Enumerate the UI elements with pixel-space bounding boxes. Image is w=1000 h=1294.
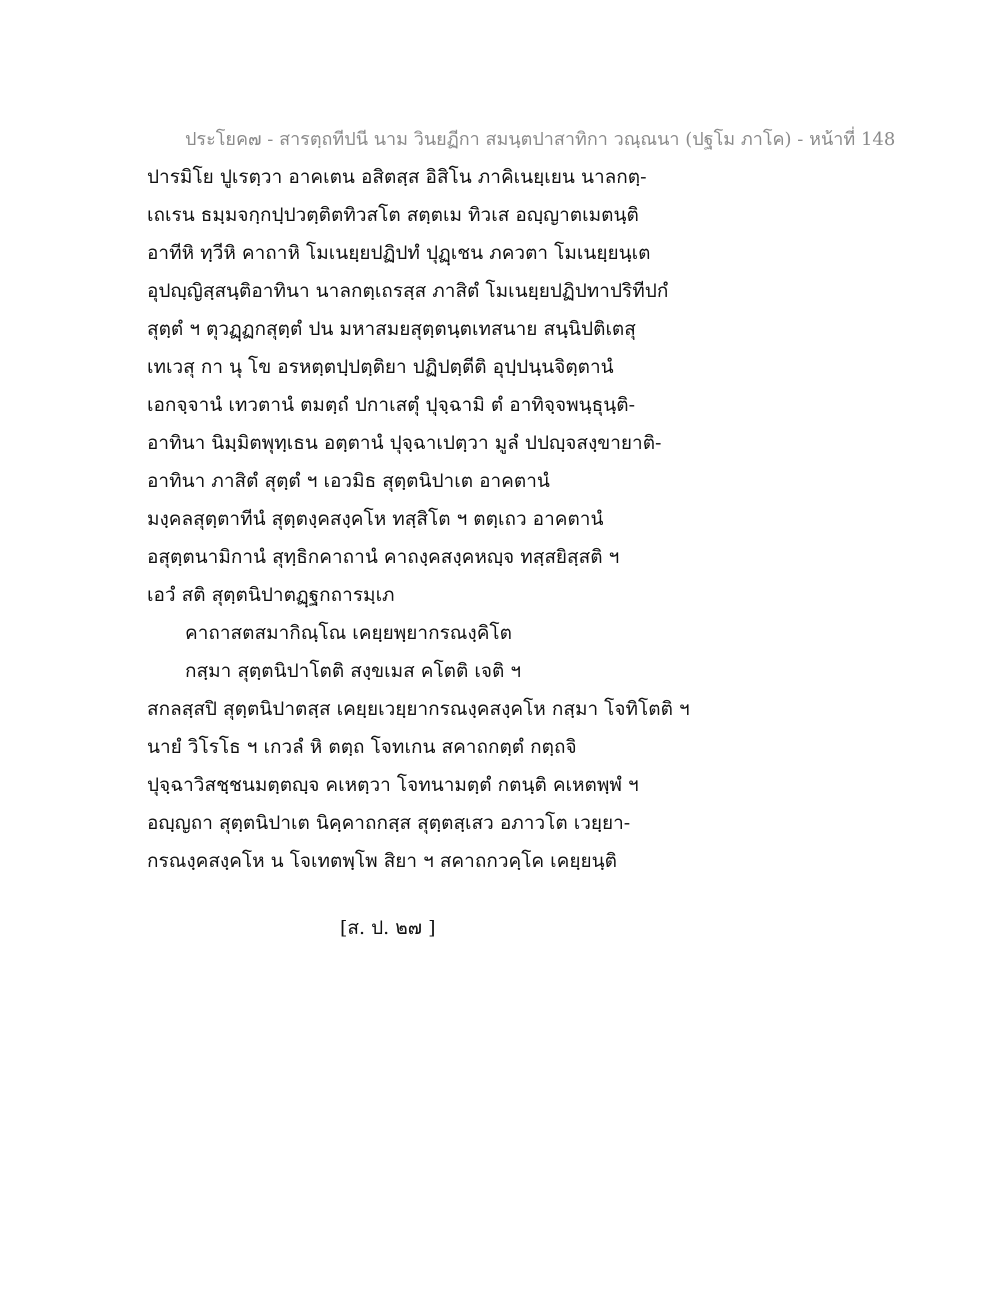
text-line: เทเวสุ กา นุ โข อรหตฺตปฺปตฺติยา ปฏิปตฺตีติ อุปฺปนฺนจิตฺตานํ bbox=[147, 356, 614, 378]
text-line: สุตฺตํ ฯ ตุวฏฺฏกสุตฺตํ ปน มหาสมยสุตฺตนฺตเทสนาย สนฺนิปติเตสุ bbox=[147, 318, 636, 340]
body-text bbox=[147, 158, 947, 880]
text-line: อญฺญถา สุตฺตนิปาเต นิคฺคาถกสฺส สุตฺตสฺเสว อภาวโต เวยฺยา- bbox=[147, 812, 631, 834]
text-line: อาทีหิ ทฺวีหิ คาถาหิ โมเนยฺยปฏิปทํ ปุฏฺเชน ภควตา โมเนยฺยนฺเต bbox=[147, 242, 651, 264]
text-line: เอวํ สติ สุตฺตนิปาตฏฺฐกถารมฺเภ bbox=[147, 584, 395, 606]
verse-line: คาถาสตสมากิณฺโณ เคยฺยพฺยากรณงฺคิโต bbox=[185, 622, 512, 644]
text-line: มงฺคลสุตฺตาทีนํ สุตฺตงฺคสงฺคโห ทสฺสิโต ฯ ตตฺเถว อาคตานํ bbox=[147, 508, 604, 530]
text-line: กรณงฺคสงฺคโห น โจเทตพฺโพ สิยา ฯ สคาถกวคฺโค เคยฺยนฺติ bbox=[147, 850, 617, 872]
page-reference: [ส. ป. ๒๗ ] bbox=[340, 917, 436, 939]
text-line: อาทินา ภาสิตํ สุตฺตํ ฯ เอวมิธ สุตฺตนิปาเต อาคตานํ bbox=[147, 470, 550, 492]
text-line: ปารมิโย ปูเรตฺวา อาคเตน อสิตสฺส อิสิโน ภาคิเนยฺเยน นาลกตฺ- bbox=[147, 166, 647, 188]
text-line: เถเรน ธมฺมจกฺกปฺปวตฺติตทิวสโต สตฺตเม ทิวเส อญฺญาตเมตนฺติ bbox=[147, 204, 639, 226]
text-line: อสุตฺตนามิกานํ สุทฺธิกคาถานํ คาถงฺคสงฺคหญฺจ ทสฺสยิสฺสติ ฯ bbox=[147, 546, 620, 568]
text-line: นายํ วิโรโธ ฯ เกวลํ หิ ตตฺถ โจทเกน สคาถกตฺตํ กตฺถจิ bbox=[147, 736, 577, 758]
text-line: อุปญฺญิสฺสนฺติอาทินา นาลกตฺเถรสฺส ภาสิตํ โมเนยฺยปฏิปทาปริทีปกํ bbox=[147, 280, 669, 302]
text-line: สกลสฺสปิ สุตฺตนิปาตสฺส เคยฺยเวยฺยากรณงฺคสงฺคโห กสฺมา โจทิโตติ ฯ bbox=[147, 698, 690, 720]
verse-line: กสฺมา สุตฺตนิปาโตติ สงฺขเมส คโตติ เจติ ฯ bbox=[185, 660, 522, 682]
text-line: เอกจฺจานํ เทวตานํ ตมตฺถํ ปกาเสตุํ ปุจฺฉามิ ตํ อาทิจฺจพนฺธุนฺติ- bbox=[147, 394, 636, 416]
text-line: อาทินา นิมฺมิตพุทฺเธน อตฺตานํ ปุจฺฉาเปตฺวา มูลํ ปปญฺจสงฺขายาติ- bbox=[147, 432, 662, 454]
running-header: ประโยค๗ - สารตฺถทีปนี นาม วินยฏีกา สมนฺตปาสาทิกา วณฺณนา (ปฐโม ภาโค) - หน้าที่ 148 bbox=[185, 129, 896, 150]
text-line: ปุจฺฉาวิสชฺชนมตฺตญฺจ คเหตฺวา โจทนามตฺตํ กตนฺติ คเหตพฺพํ ฯ bbox=[147, 774, 639, 796]
